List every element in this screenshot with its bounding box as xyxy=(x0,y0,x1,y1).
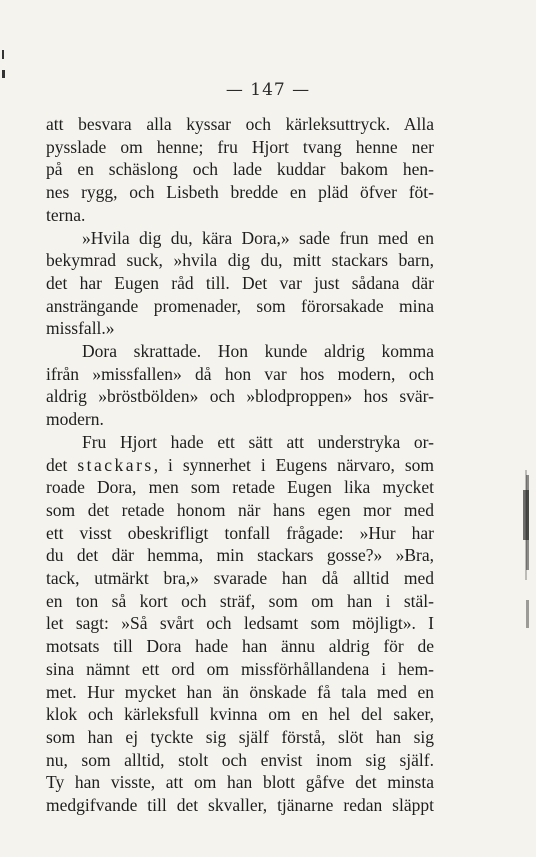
text-line: aldrig »bröstbölden» och »blodproppen» hos svär- xyxy=(46,386,434,407)
text-line: medgifvande till det skvaller, tjänarne redan släppt xyxy=(46,795,434,816)
text-line: nes rygg, och Lisbeth bredde en pläd öfver föt- xyxy=(46,182,434,203)
text-line: ett visst obeskrifligt tonfall frågade: »Hur har xyxy=(46,522,434,543)
text-line: Fru Hjort hade ett sätt att understryka or- xyxy=(82,431,434,452)
text-fragment: det xyxy=(46,454,68,475)
text-line: terna. xyxy=(46,204,86,225)
text-line: ifrån »missfallen» då hon var hos modern, och xyxy=(46,363,434,384)
text-line: som det retade honom när hans egen mor med xyxy=(46,499,434,520)
page-number: — 147 — xyxy=(225,80,311,100)
text-fragment: , i synnerhet i Eugens närvaro, som xyxy=(153,454,435,475)
text-line: klok och kärleksfull kvinna om en hel del saker, xyxy=(46,704,434,725)
scan-smudge-right-lower xyxy=(518,600,532,630)
text-line: »Hvila dig du, kära Dora,» sade frun med en xyxy=(82,227,434,248)
text-line: det har Eugen råd till. Det var just sådana där xyxy=(46,272,434,293)
text-line: sina nämnt ett ord om missförhållandena i hem- xyxy=(46,658,434,679)
text-line: som han ej tyckte sig själf förstå, slöt han sig xyxy=(46,726,434,747)
text-line: modern. xyxy=(46,409,104,430)
text-line: missfall.» xyxy=(46,318,115,339)
text-line: en ton så kort och sträf, som om han i stäl- xyxy=(46,590,434,611)
text-line: på en schäslong och lade kuddar bakom hen- xyxy=(46,159,434,180)
scan-mark-left xyxy=(1,50,6,80)
text-line: bekymrad suck, »hvila dig du, mitt stackars barn, xyxy=(46,250,434,271)
text-line xyxy=(46,454,434,477)
emphasized-word: stackars xyxy=(77,454,154,475)
text-line: att besvara alla kyssar och kärleksuttryck. Alla xyxy=(46,114,434,134)
text-line: let sagt: »Så svårt och ledsamt som möjligt». I xyxy=(46,613,434,634)
text-line: met. Hur mycket han än önskade få tala med en xyxy=(46,681,434,702)
text-line: du det där hemma, min stackars gosse?» »Bra, xyxy=(46,545,434,566)
body-text xyxy=(46,113,434,817)
text-line: nu, som alltid, stolt och envist inom sig själf. xyxy=(46,749,434,770)
text-line: ansträngande promenader, som förorsakade mina xyxy=(46,295,434,316)
text-line: motsats till Dora hade han ännu aldrig för de xyxy=(46,636,434,657)
scan-smudge-right xyxy=(518,470,532,580)
text-line: roade Dora, men som retade Eugen lika mycket xyxy=(46,477,434,498)
text-line: Ty han visste, att om han blott gåfve det minsta xyxy=(46,772,434,793)
text-line: Dora skrattade. Hon kunde aldrig komma xyxy=(82,341,434,362)
text-line: pysslade om henne; fru Hjort tvang henne ner xyxy=(46,136,434,157)
text-line: tack, utmärkt bra,» svarade han då alltid med xyxy=(46,568,434,589)
